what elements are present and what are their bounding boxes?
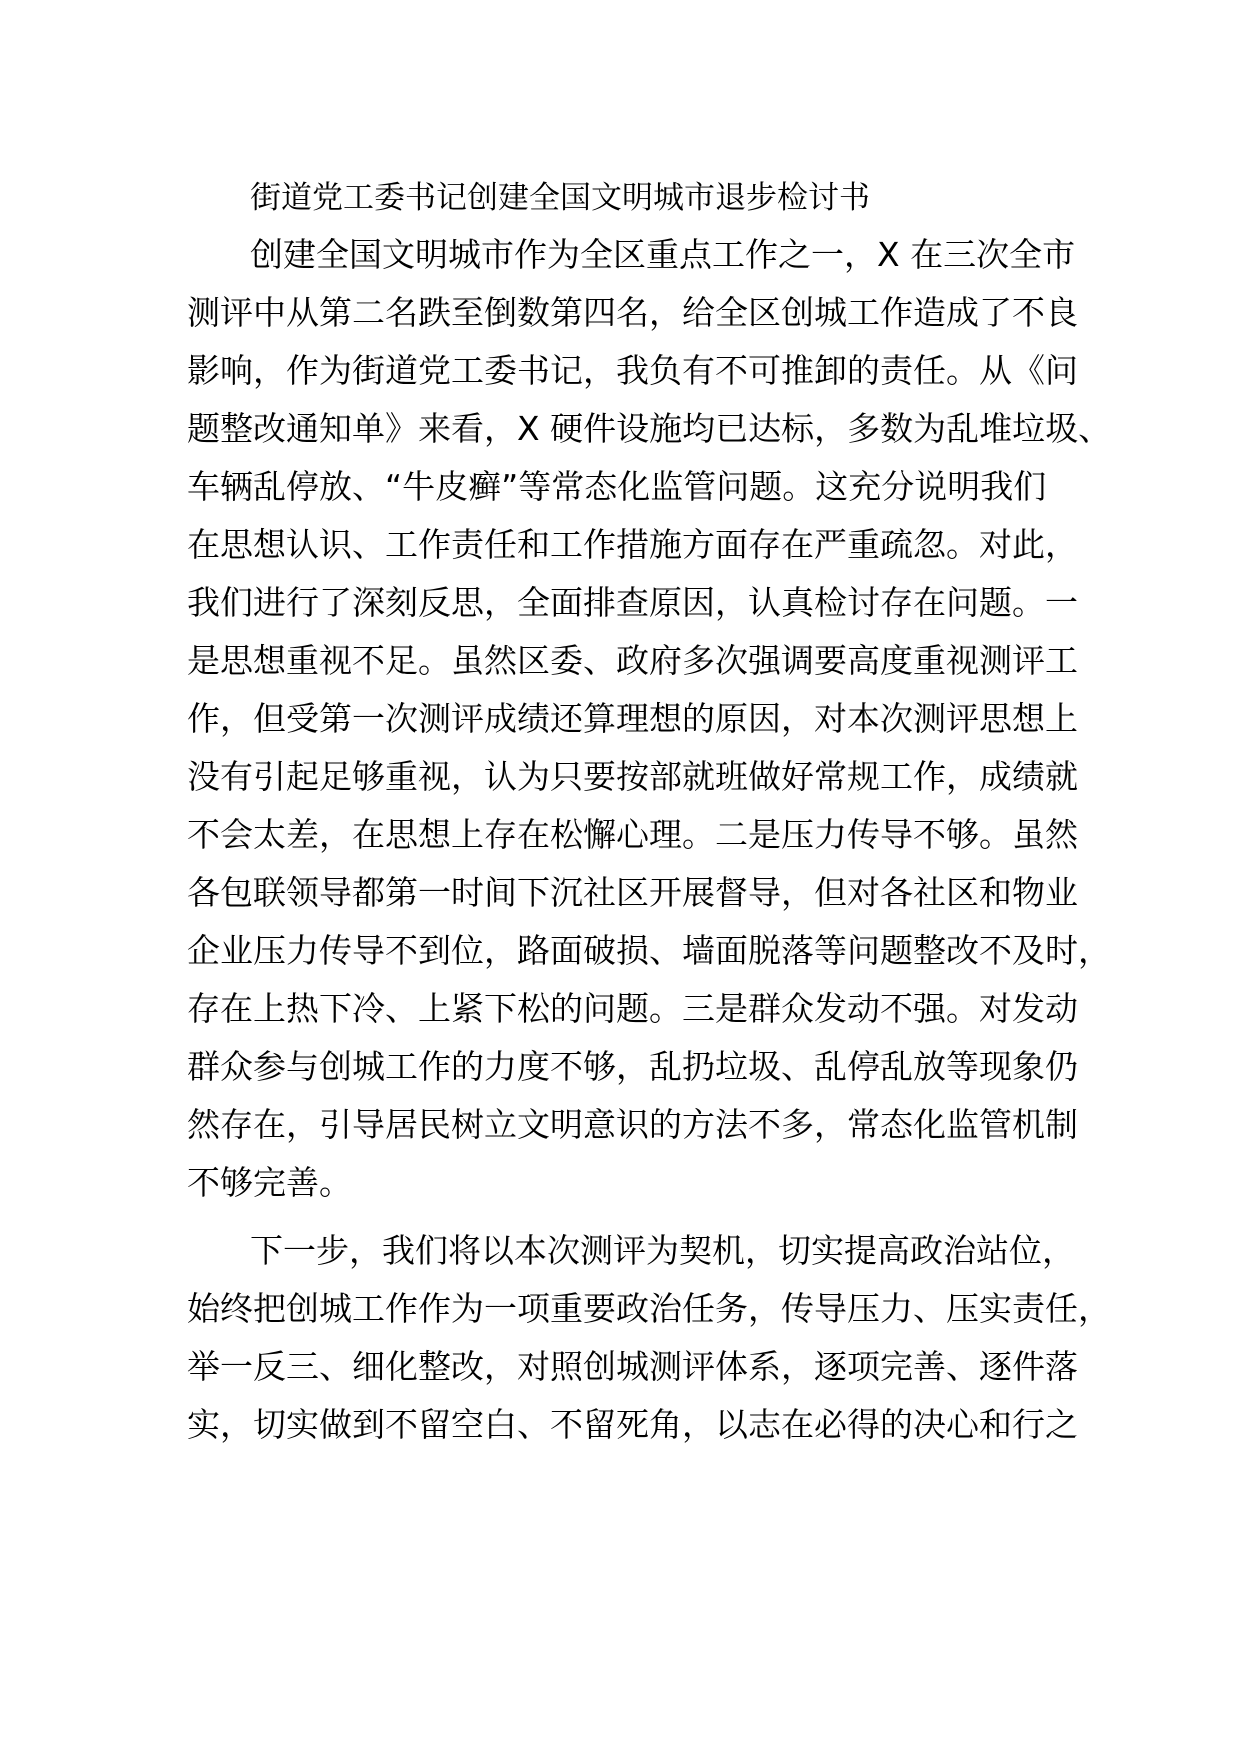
paragraph-line: 车辆乱停放、“牛皮癣”等常态化监管问题。这充分说明我们 [187, 467, 1047, 506]
paragraph-line: 创建全国文明城市作为全区重点工作之一，X 在三次全市 [250, 235, 1076, 274]
paragraph-line: 不会太差，在思想上存在松懈心理。二是压力传导不够。虽然 [187, 815, 1078, 854]
paragraph-line: 没有引起足够重视，认为只要按部就班做好常规工作，成绩就 [187, 757, 1078, 796]
paragraph-line: 群众参与创城工作的力度不够，乱扔垃圾、乱停乱放等现象仍 [187, 1047, 1078, 1086]
paragraph-line: 然存在，引导居民树立文明意识的方法不多，常态化监管机制 [187, 1105, 1078, 1144]
paragraph-line: 实，切实做到不留空白、不留死角，以志在必得的决心和行之 [187, 1405, 1078, 1444]
paragraph-line: 我们进行了深刻反思，全面排查原因，认真检讨存在问题。一 [187, 583, 1078, 622]
paragraph-line: 下一步，我们将以本次测评为契机，切实提高政治站位， [250, 1231, 1075, 1270]
paragraph-line: 举一反三、细化整改，对照创城测评体系，逐项完善、逐件落 [187, 1347, 1078, 1386]
paragraph-line: 始终把创城工作作为一项重要政治任务，传导压力、压实责任， [187, 1289, 1111, 1328]
document-title: 街道党工委书记创建全国文明城市退步检讨书 [250, 180, 870, 216]
paragraph-line: 企业压力传导不到位，路面破损、墙面脱落等问题整改不及时， [187, 931, 1111, 970]
paragraph-line: 题整改通知单》来看，X 硬件设施均已达标，多数为乱堆垃圾、 [187, 409, 1112, 448]
paragraph-line: 是思想重视不足。虽然区委、政府多次强调要高度重视测评工 [187, 641, 1078, 680]
paragraph-line: 影响，作为街道党工委书记，我负有不可推卸的责任。从《问 [187, 351, 1078, 390]
paragraph-line: 不够完善。 [187, 1163, 352, 1202]
paragraph-line: 测评中从第二名跌至倒数第四名，给全区创城工作造成了不良 [187, 293, 1078, 332]
paragraph-line: 各包联领导都第一时间下沉社区开展督导，但对各社区和物业 [187, 873, 1078, 912]
paragraph-line: 在思想认识、工作责任和工作措施方面存在严重疏忽。对此， [187, 525, 1078, 564]
paragraph-line: 存在上热下冷、上紧下松的问题。三是群众发动不强。对发动 [187, 989, 1078, 1028]
paragraph-line: 作，但受第一次测评成绩还算理想的原因，对本次测评思想上 [187, 699, 1078, 738]
